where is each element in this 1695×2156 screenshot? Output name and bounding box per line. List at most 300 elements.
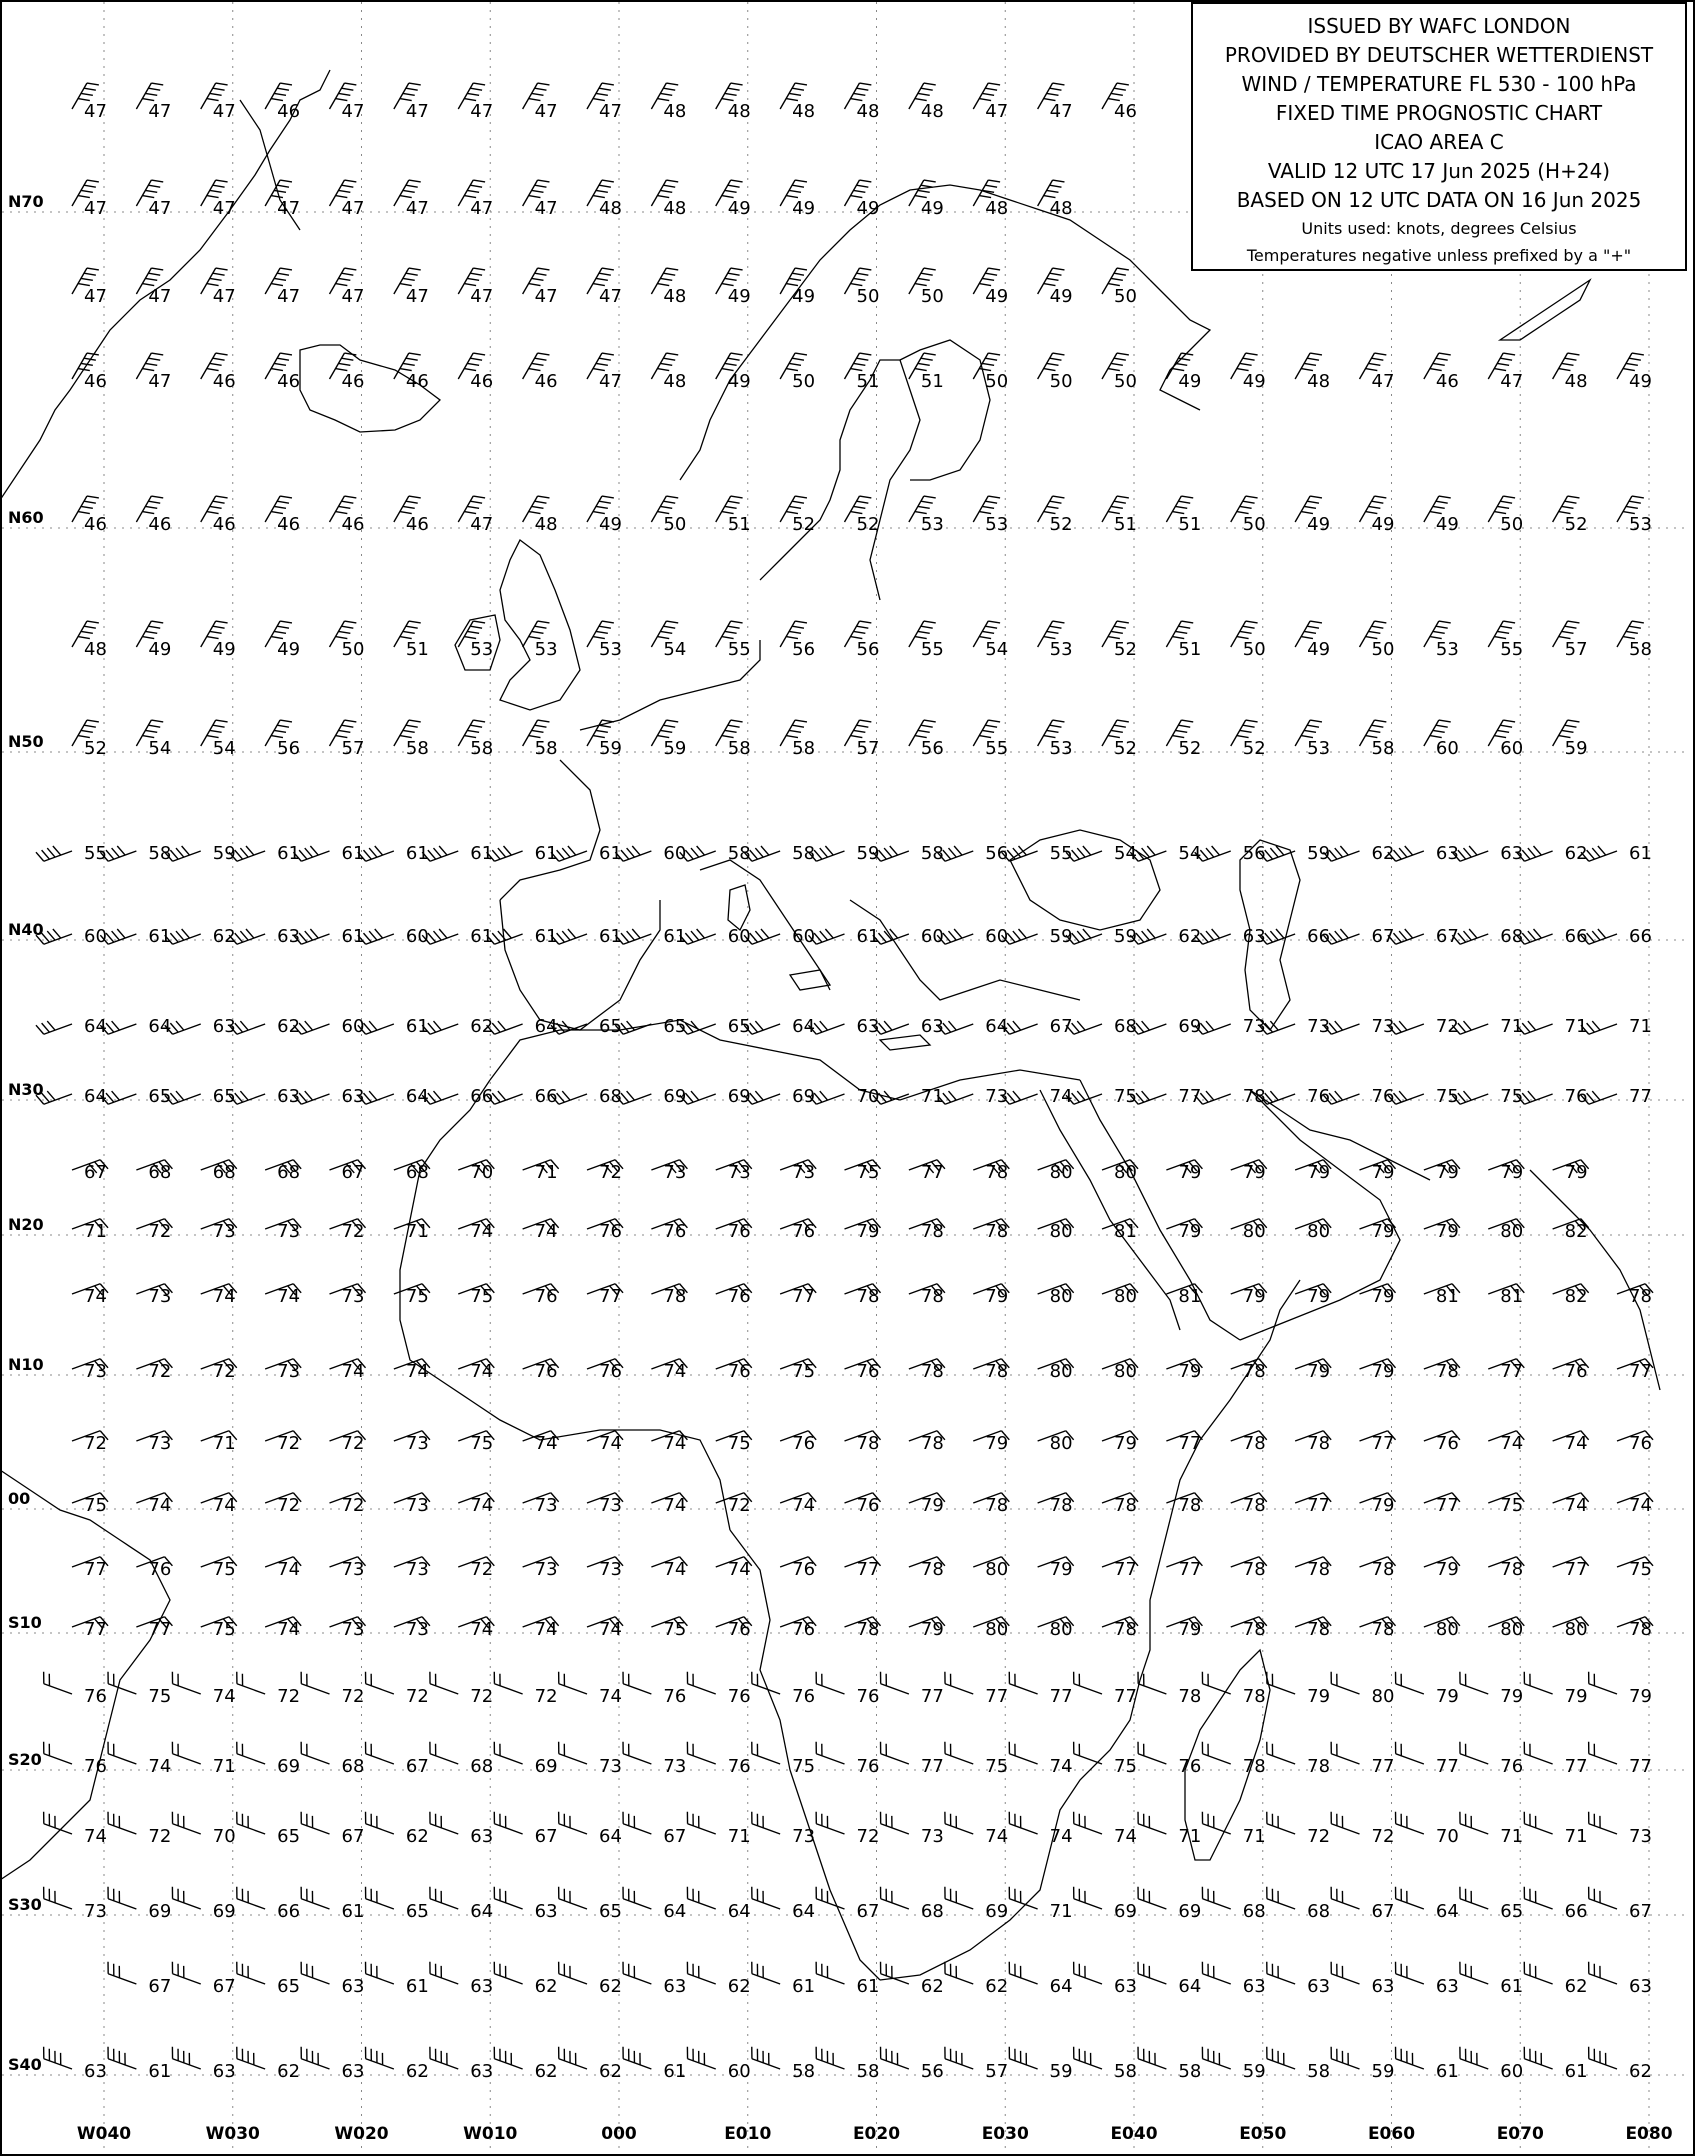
- wind-barb: [237, 1742, 265, 1764]
- temperature-value: 73: [148, 1286, 172, 1307]
- wind-barb-feather: [235, 1023, 243, 1032]
- wind-barb-staff: [494, 1684, 522, 1694]
- temperature-value: 63: [341, 1086, 365, 1107]
- wind-barb-feather: [860, 180, 872, 182]
- wind-barb-staff: [1203, 2059, 1231, 2069]
- wind-barb-feather: [1178, 626, 1190, 628]
- temperature-value: 74: [727, 1559, 751, 1580]
- longitude-label: E030: [981, 2124, 1029, 2144]
- wind-barb-feather: [216, 83, 228, 85]
- wind-barb-feather: [1458, 1023, 1466, 1032]
- temperature-value: 72: [470, 1686, 494, 1707]
- wind-barb-staff: [1524, 1974, 1552, 1984]
- wind-barb-feather: [1592, 931, 1600, 940]
- wind-barb-feather: [409, 720, 421, 722]
- wind-barb-feather: [1246, 353, 1258, 355]
- wind-barb: [1396, 1672, 1424, 1694]
- wind-barb-feather: [538, 180, 550, 182]
- wind-barb-staff: [816, 1974, 844, 1984]
- wind-barb-feather: [170, 850, 178, 859]
- wind-barb-feather: [1503, 353, 1515, 355]
- wind-barb-feather: [725, 631, 737, 633]
- wind-barb-feather: [1375, 496, 1387, 498]
- temperature-value: 68: [599, 1086, 622, 1107]
- wind-barb-feather: [728, 185, 740, 187]
- wind-barb-feather: [921, 358, 933, 360]
- wind-barb-feather: [943, 1023, 951, 1032]
- temperature-value: 76: [856, 1756, 880, 1777]
- wind-barb-feather: [1206, 848, 1214, 857]
- wind-barb-feather: [1497, 730, 1509, 732]
- temperature-value: 74: [148, 1756, 172, 1777]
- temperature-value: 61: [148, 2061, 172, 2082]
- temperature-value: 77: [599, 1286, 622, 1307]
- wind-barb-feather: [1147, 929, 1155, 938]
- temperature-value: 67: [341, 1826, 365, 1847]
- temperature-value: 80: [1114, 1361, 1137, 1382]
- wind-barb: [1589, 1742, 1617, 1764]
- wind-barb-feather: [1568, 720, 1580, 722]
- wind-barb-feather: [568, 929, 576, 938]
- temperature-value: 58: [1371, 738, 1395, 759]
- temperature-value: 75: [1435, 1086, 1459, 1107]
- wind-barb-feather: [1436, 358, 1448, 360]
- wind-barb-feather: [87, 353, 99, 355]
- temperature-value: 81: [1500, 1286, 1524, 1307]
- wind-barb-feather: [106, 1023, 114, 1032]
- wind-barb-feather: [924, 268, 936, 270]
- wind-barb-feather: [274, 363, 286, 365]
- temperature-value: 49: [1178, 371, 1202, 392]
- wind-barb-feather: [1372, 725, 1384, 727]
- wind-barb-feather: [148, 358, 160, 360]
- wind-barb: [1331, 2047, 1359, 2069]
- wind-barb-feather: [562, 1091, 570, 1100]
- wind-barb-feather: [789, 190, 801, 192]
- temperature-value: 73: [1371, 1016, 1395, 1037]
- wind-barb-staff: [1460, 1754, 1488, 1764]
- wind-barb-staff: [44, 1094, 72, 1104]
- wind-barb-feather: [210, 278, 222, 280]
- temperature-value: 47: [277, 198, 301, 219]
- temperature-value: 73: [277, 1361, 301, 1382]
- wind-barb: [36, 1021, 72, 1034]
- temperature-value: 74: [212, 1495, 236, 1516]
- temperature-value: 64: [792, 1901, 816, 1922]
- wind-barb-feather: [112, 1021, 120, 1030]
- temperature-value: 71: [1629, 1016, 1652, 1037]
- wind-barb: [687, 1962, 715, 1984]
- wind-barb-feather: [1439, 621, 1451, 623]
- wind-barb-feather: [492, 1093, 500, 1102]
- temperature-value: 59: [1564, 738, 1588, 759]
- temperature-value: 73: [599, 1559, 622, 1580]
- wind-barb-feather: [1175, 730, 1187, 732]
- temperature-value: 78: [1114, 1619, 1137, 1640]
- wind-barb-feather: [1243, 725, 1255, 727]
- temperature-value: 47: [534, 198, 558, 219]
- temperature-value: 47: [277, 286, 301, 307]
- title-line-4: FIXED TIME PROGNOSTIC CHART: [1275, 101, 1603, 125]
- temperature-value: 77: [1178, 1433, 1202, 1454]
- wind-barb: [172, 1812, 200, 1834]
- wind-barb-feather: [1083, 929, 1091, 938]
- temperature-value: 79: [1371, 1286, 1395, 1307]
- temperature-value: 60: [1500, 738, 1524, 759]
- temperature-value: 79: [1435, 1559, 1459, 1580]
- wind-barb-feather: [755, 1091, 763, 1100]
- wind-barb-feather: [725, 506, 737, 508]
- wind-barb-feather: [1497, 363, 1509, 365]
- temperature-value: 80: [1500, 1221, 1524, 1242]
- wind-barb: [1460, 1672, 1488, 1694]
- wind-barb-feather: [755, 931, 763, 940]
- temperature-value: 76: [148, 1559, 172, 1580]
- wind-barb-staff: [1203, 1824, 1231, 1834]
- temperature-value: 59: [1242, 2061, 1266, 2082]
- wind-barb-feather: [1246, 621, 1258, 623]
- wind-barb-staff: [623, 1754, 651, 1764]
- wind-barb-staff: [237, 1024, 265, 1034]
- temperature-value: 53: [534, 639, 558, 660]
- wind-barb-feather: [1372, 501, 1384, 503]
- wind-barb-feather: [982, 363, 994, 365]
- wind-barb-feather: [562, 848, 570, 857]
- wind-barb-feather: [1565, 358, 1577, 360]
- temperature-value: 61: [277, 843, 301, 864]
- wind-barb-feather: [728, 626, 740, 628]
- wind-barb-staff: [1138, 2059, 1166, 2069]
- wind-barb: [366, 1962, 394, 1984]
- temperature-value: 58: [727, 843, 751, 864]
- temperature-value: 51: [1178, 514, 1202, 535]
- wind-barb-staff: [1009, 1974, 1037, 1984]
- temperature-value: 48: [985, 198, 1009, 219]
- wind-barb-feather: [277, 273, 289, 275]
- temperature-value: 78: [920, 1361, 944, 1382]
- wind-barb-feather: [660, 506, 672, 508]
- wind-barb-feather: [621, 1093, 629, 1102]
- wind-barb: [1074, 1672, 1102, 1694]
- wind-barb-staff: [945, 2059, 973, 2069]
- wind-barb: [1589, 1887, 1617, 1909]
- temperature-value: 46: [84, 371, 107, 392]
- temperature-value: 73: [148, 1433, 172, 1454]
- wind-barb-staff: [688, 1684, 716, 1694]
- temperature-value: 76: [727, 1756, 751, 1777]
- latitude-label: 00: [8, 1489, 31, 1508]
- wind-barb: [172, 1887, 200, 1909]
- temperature-value: 55: [84, 843, 107, 864]
- wind-barb-staff: [494, 1824, 522, 1834]
- temperature-value: 77: [856, 1559, 880, 1580]
- wind-barb-staff: [1589, 1899, 1617, 1909]
- wind-barb-feather: [792, 358, 804, 360]
- wind-barb-feather: [860, 720, 872, 722]
- temperature-value: 62: [985, 1976, 1009, 1997]
- wind-barb: [1524, 1672, 1552, 1694]
- wind-barb-staff: [173, 1024, 201, 1034]
- temperature-value: 68: [277, 1162, 301, 1183]
- temperature-value: 47: [985, 101, 1009, 122]
- wind-barb-feather: [854, 363, 866, 365]
- temperature-value: 70: [1435, 1826, 1459, 1847]
- wind-barb-staff: [816, 1754, 844, 1764]
- chart-title-box: [1191, 2, 1687, 271]
- temperature-value: 46: [277, 371, 301, 392]
- temperature-value: 62: [277, 1016, 301, 1037]
- wind-barb-feather: [1276, 929, 1284, 938]
- wind-barb-feather: [473, 496, 485, 498]
- temperature-value: 48: [599, 198, 622, 219]
- wind-barb: [1331, 1812, 1359, 1834]
- temperature-value: 47: [1500, 371, 1524, 392]
- wind-barb-feather: [1304, 506, 1316, 508]
- temperature-value: 51: [405, 639, 429, 660]
- wind-barb: [816, 1672, 844, 1694]
- wind-barb-feather: [1117, 496, 1129, 498]
- wind-barb-feather: [363, 850, 371, 859]
- wind-barb-feather: [216, 720, 228, 722]
- wind-barb-staff: [752, 1824, 780, 1834]
- temperature-value: 50: [985, 371, 1009, 392]
- wind-barb-feather: [112, 848, 120, 857]
- wind-barb-feather: [145, 93, 157, 95]
- wind-barb-feather: [1206, 1021, 1214, 1030]
- wind-barb-feather: [1393, 1023, 1401, 1032]
- temperature-value: 49: [792, 286, 816, 307]
- wind-barb-feather: [1335, 1091, 1343, 1100]
- temperature-value: 48: [534, 514, 558, 535]
- temperature-value: 71: [1500, 1016, 1524, 1037]
- coast-arabia-west: [1080, 1080, 1240, 1340]
- temperature-value: 79: [1371, 1361, 1395, 1382]
- wind-barb-feather: [1117, 621, 1129, 623]
- wind-barb-feather: [857, 88, 869, 90]
- temperature-value: 76: [1564, 1086, 1588, 1107]
- wind-barb-feather: [948, 1021, 956, 1030]
- temperature-value: 77: [1114, 1559, 1137, 1580]
- wind-barb-feather: [1013, 1021, 1021, 1030]
- wind-barb: [881, 1742, 909, 1764]
- temperature-value: 78: [1242, 1086, 1266, 1107]
- wind-barb-feather: [1439, 496, 1451, 498]
- temperature-value: 49: [727, 198, 751, 219]
- wind-barb-feather: [87, 496, 99, 498]
- wind-barb-feather: [1243, 501, 1255, 503]
- wind-barb-feather: [84, 273, 96, 275]
- wind-barb-feather: [151, 621, 163, 623]
- temperature-value: 74: [663, 1559, 687, 1580]
- wind-barb-staff: [752, 2059, 780, 2069]
- wind-barb-feather: [84, 725, 96, 727]
- wind-barb-staff: [559, 1684, 587, 1694]
- wind-barb-staff: [1396, 1899, 1424, 1909]
- temperature-value: 59: [212, 843, 236, 864]
- temperature-note: Temperatures negative unless prefixed by a "+": [1246, 246, 1632, 265]
- wind-barb: [494, 1887, 522, 1909]
- wind-barb-staff: [1589, 1094, 1617, 1104]
- wind-barb-feather: [1072, 1093, 1080, 1102]
- wind-barb-feather: [731, 720, 743, 722]
- wind-barb-feather: [1632, 621, 1644, 623]
- wind-barb-feather: [1503, 496, 1515, 498]
- wind-barb-feather: [176, 1091, 184, 1100]
- wind-barb-staff: [366, 1684, 394, 1694]
- wind-barb-feather: [792, 273, 804, 275]
- wind-barb: [1589, 2047, 1617, 2069]
- wind-barb-staff: [1138, 1824, 1166, 1834]
- temperature-value: 49: [985, 286, 1009, 307]
- wind-barb-feather: [1503, 720, 1515, 722]
- wind-barb-feather: [148, 725, 160, 727]
- wind-barb-feather: [151, 83, 163, 85]
- temperature-value: 52: [1178, 738, 1202, 759]
- temperature-value: 67: [148, 1976, 172, 1997]
- wind-barb: [752, 1742, 780, 1764]
- wind-barb: [945, 1962, 973, 1984]
- temperature-value: 73: [341, 1559, 365, 1580]
- wind-barb-staff: [44, 1754, 72, 1764]
- wind-barb-staff: [945, 1824, 973, 1834]
- temperature-value: 74: [599, 1433, 622, 1454]
- temperature-value: 78: [920, 1559, 944, 1580]
- wind-barb-staff: [1267, 1094, 1295, 1104]
- wind-barb-feather: [210, 730, 222, 732]
- wind-barb-feather: [409, 496, 421, 498]
- temperature-value: 47: [341, 101, 365, 122]
- wind-barb-feather: [342, 725, 354, 727]
- wind-barb-feather: [792, 501, 804, 503]
- title-line-3: WIND / TEMPERATURE FL 530 - 100 hPa: [1241, 72, 1637, 96]
- temperature-value: 76: [727, 1286, 751, 1307]
- wind-barb: [237, 2047, 265, 2069]
- temperature-value: 67: [84, 1162, 107, 1183]
- wind-barb-feather: [728, 725, 740, 727]
- wind-barb-feather: [235, 850, 243, 859]
- temperature-value: 63: [534, 1901, 558, 1922]
- wind-barb-feather: [342, 185, 354, 187]
- wind-barb-feather: [1340, 846, 1348, 855]
- temperature-value: 71: [1564, 1826, 1588, 1847]
- wind-barb-feather: [42, 1023, 50, 1032]
- wind-barb: [1074, 1812, 1102, 1834]
- wind-barb: [623, 1672, 651, 1694]
- temperature-value: 80: [1242, 1221, 1266, 1242]
- wind-barb-staff: [1460, 1684, 1488, 1694]
- wind-barb-feather: [473, 180, 485, 182]
- temperature-value: 64: [663, 1901, 687, 1922]
- wind-barb-staff: [494, 1899, 522, 1909]
- temperature-value: 74: [663, 1433, 687, 1454]
- temperature-value: 75: [1114, 1086, 1137, 1107]
- temperature-value: 69: [792, 1086, 816, 1107]
- wind-barb-staff: [752, 1754, 780, 1764]
- temperature-value: 51: [856, 371, 880, 392]
- wind-barb-feather: [602, 720, 614, 722]
- wind-barb-feather: [87, 621, 99, 623]
- wind-barb-feather: [982, 93, 994, 95]
- temperature-value: 80: [1114, 1162, 1137, 1183]
- wind-barb-staff: [1009, 1024, 1037, 1034]
- temperature-value: 56: [1242, 843, 1266, 864]
- temperature-value: 48: [920, 101, 944, 122]
- wind-barb-feather: [428, 1093, 436, 1102]
- wind-barb-feather: [277, 626, 289, 628]
- coast-persian-gulf: [1250, 1090, 1430, 1180]
- latitude-label: N20: [8, 1215, 44, 1234]
- wind-barb-feather: [1013, 931, 1021, 940]
- wind-barb-staff: [494, 1974, 522, 1984]
- wind-barb-feather: [1117, 720, 1129, 722]
- wind-barb-feather: [182, 929, 190, 938]
- wind-barb-staff: [1589, 1824, 1617, 1834]
- wind-barb-staff: [752, 1974, 780, 1984]
- wind-barb-feather: [1304, 730, 1316, 732]
- wind-barb-feather: [621, 1023, 629, 1032]
- wind-barb-feather: [814, 1023, 822, 1032]
- wind-barb-staff: [173, 1974, 201, 1984]
- temperature-value: 48: [1049, 198, 1073, 219]
- wind-barb-feather: [1142, 1091, 1150, 1100]
- temperature-value: 67: [534, 1826, 558, 1847]
- wind-barb-feather: [685, 1093, 693, 1102]
- wind-barb-feather: [596, 278, 608, 280]
- wind-barb-feather: [1175, 363, 1187, 365]
- wind-barb-feather: [627, 1091, 635, 1100]
- coast-iberia: [500, 900, 660, 1030]
- temperature-value: 59: [1049, 926, 1073, 947]
- wind-barb-feather: [1050, 88, 1062, 90]
- wind-barb-feather: [685, 850, 693, 859]
- title-line-6: VALID 12 UTC 17 Jun 2025 (H+24): [1267, 159, 1611, 183]
- latitude-label: N30: [8, 1080, 44, 1099]
- temperature-value: 78: [1178, 1686, 1202, 1707]
- wind-barb-feather: [1522, 1093, 1530, 1102]
- wind-barb-feather: [1111, 506, 1123, 508]
- wind-barb-feather: [921, 185, 933, 187]
- wind-barb-feather: [305, 1021, 313, 1030]
- wind-barb-feather: [792, 725, 804, 727]
- wind-barb-feather: [151, 353, 163, 355]
- temperature-value: 61: [470, 926, 494, 947]
- wind-barb-feather: [1463, 1021, 1471, 1030]
- temperature-value: 49: [1371, 514, 1395, 535]
- wind-barb-feather: [1181, 720, 1193, 722]
- wind-barb-feather: [789, 93, 801, 95]
- temperature-value: 63: [341, 1976, 365, 1997]
- wind-barb-feather: [148, 273, 160, 275]
- wind-barb: [237, 1887, 265, 1909]
- wind-barb-feather: [84, 501, 96, 503]
- wind-barb-feather: [274, 93, 286, 95]
- temperature-value: 77: [148, 1619, 172, 1640]
- wind-barb-feather: [145, 730, 157, 732]
- wind-barb-feather: [339, 278, 351, 280]
- temperature-value: 73: [792, 1826, 816, 1847]
- temperature-value: 79: [1178, 1619, 1202, 1640]
- wind-barb-staff: [1331, 1824, 1359, 1834]
- wind-barb-feather: [1047, 506, 1059, 508]
- temperature-value: 68: [1114, 1016, 1137, 1037]
- temperature-value: 69: [985, 1901, 1009, 1922]
- temperature-value: 72: [277, 1686, 301, 1707]
- wind-barb-feather: [1114, 88, 1126, 90]
- temperature-value: 80: [1564, 1619, 1588, 1640]
- wind-barb-feather: [860, 621, 872, 623]
- temperature-value: 63: [341, 2061, 365, 2082]
- wind-barb-feather: [1047, 93, 1059, 95]
